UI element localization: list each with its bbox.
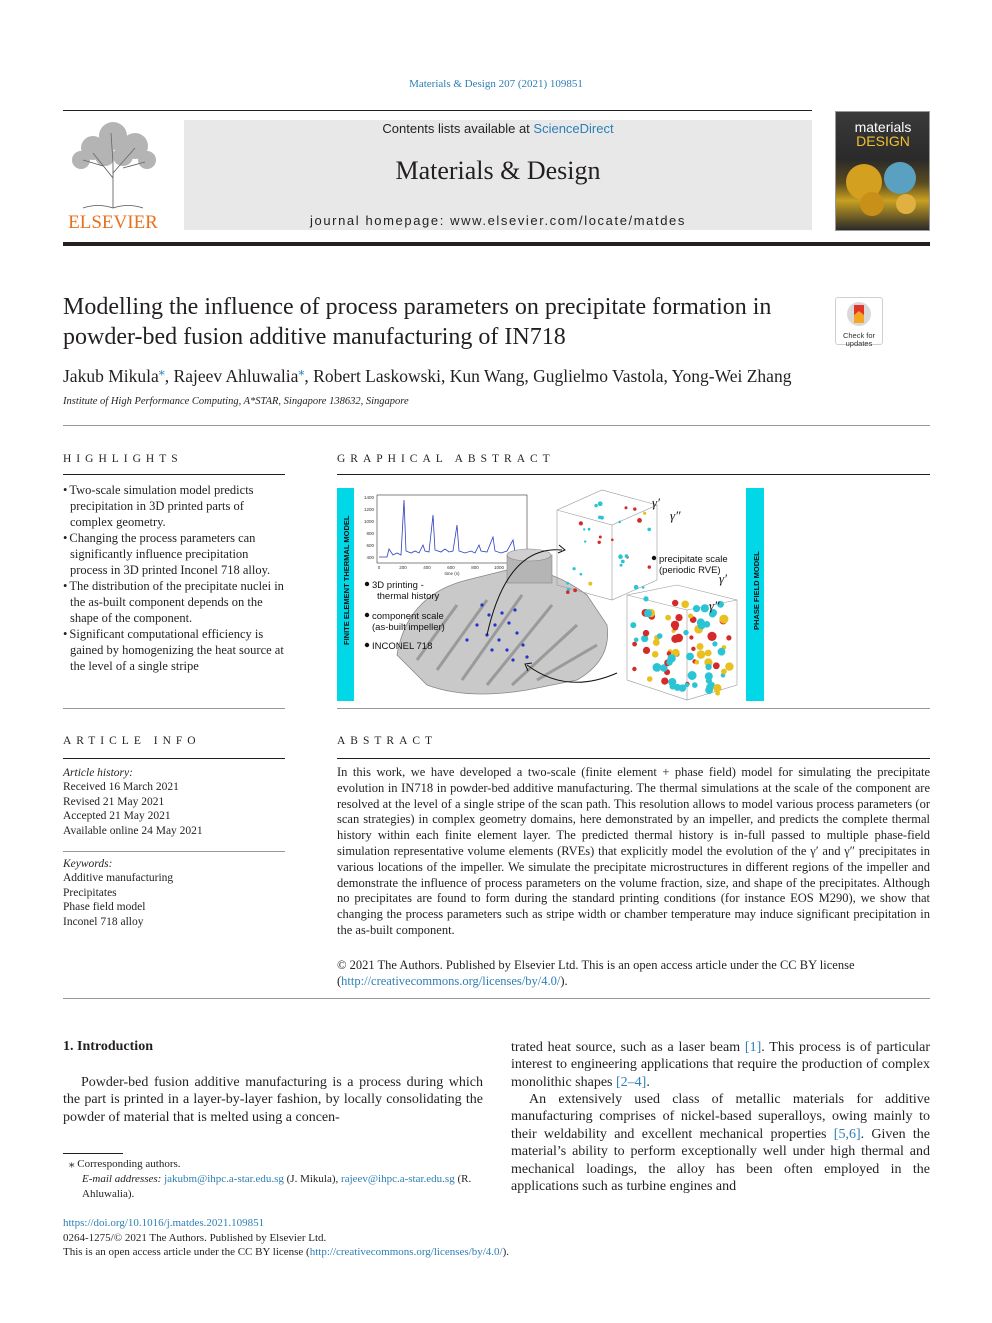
history-divider — [63, 851, 285, 852]
highlights-bottom-rule — [63, 708, 285, 709]
precipitate-particle — [641, 635, 648, 642]
precipitate-particle — [632, 642, 637, 647]
precipitate-particle — [705, 664, 711, 670]
highlight-item: • Two-scale simulation model predicts precipitation in 3D printed parts of complex geometry. — [63, 482, 285, 530]
email-label: E-mail addresses: — [82, 1173, 165, 1185]
intro-right-paragraph-1 — [511, 1039, 930, 1091]
precipitate-particle — [643, 596, 648, 601]
precipitate-particle — [685, 683, 690, 688]
author-name[interactable]: Kun Wang — [449, 365, 525, 386]
email-name-2: (R. Ahluwalia). — [82, 1173, 472, 1200]
title-divider — [63, 425, 930, 426]
highlights-rule — [63, 474, 285, 475]
precipitate-particle — [665, 615, 671, 621]
license-line — [63, 1245, 763, 1260]
footnote-rule — [63, 1153, 123, 1154]
precipitate-particle — [566, 590, 570, 594]
precipitate-particle — [698, 621, 706, 629]
plot-ytick: 1400 — [363, 495, 374, 500]
intro-text-5: . Given the material’s ability to perform exceptionally well under high thermal and mechanical loadings, the alloy has been often employed in the applications such as turbine engines and — [511, 1126, 930, 1195]
email-link-1[interactable]: jakubm@ihpc.a-star.edu.sg — [164, 1173, 284, 1185]
article-info-rule — [63, 758, 285, 759]
precipitate-particle — [661, 678, 668, 685]
license-link[interactable]: http://creativecommons.org/licenses/by/4.0/ — [309, 1246, 503, 1258]
plot-xtick: 400 — [423, 565, 431, 570]
plot-ytick: 800 — [366, 531, 374, 536]
keyword-item: Phase field model — [63, 901, 146, 913]
history-item: Revised 21 May 2021 — [63, 795, 165, 808]
intro-left-paragraph: Powder-bed fusion additive manufacturing is a process during which the part is printed in a layer-by-layer fashion, by locally consolidating the powder of material that is melted using a concen- — [63, 1075, 483, 1125]
precipitate-particle — [630, 622, 636, 628]
precipitate-particle — [713, 662, 720, 669]
author-name[interactable]: Rajeev Ahluwalia — [173, 365, 299, 386]
precipitate-particle — [643, 647, 650, 654]
intro-right-paragraph-2 — [511, 1091, 930, 1195]
rve-cube-dense — [627, 585, 737, 700]
cover-title-2: DESIGN — [856, 133, 910, 149]
precipitate-particle — [712, 641, 717, 646]
precipitate-particle — [600, 516, 604, 520]
abstract-bottom-rule — [63, 998, 930, 999]
precipitate-particle — [667, 654, 675, 662]
gamma-prime-label: γ′ — [652, 495, 660, 510]
license-prefix: This is an open access article under the CC BY license ( — [63, 1246, 310, 1258]
intro-text-3: . — [646, 1074, 650, 1090]
precipitate-particle — [647, 528, 651, 532]
legend-periodic-rve: (periodic RVE) — [659, 565, 721, 576]
citation-link-2[interactable]: [2–4] — [616, 1074, 647, 1090]
precipitate-particle — [566, 582, 569, 585]
corresponding-author-mark[interactable]: ⁎ — [158, 364, 165, 378]
intro-text-4: An extensively used class of metallic materials for additive manufacturing comprises of nickel-based superalloys, owing mainly to their weldability and excellent mechanical properties — [511, 1092, 930, 1142]
precipitate-particle — [625, 554, 629, 558]
citation-link-3[interactable]: [5,6] — [833, 1126, 861, 1142]
precipitate-particle — [713, 684, 721, 692]
history-item: Accepted 21 May 2021 — [63, 810, 171, 822]
cc-license-link[interactable]: http://creativecommons.org/licenses/by/4.0/ — [341, 974, 561, 988]
license-suffix: ). — [502, 1246, 510, 1258]
author-name[interactable]: Jakub Mikula — [63, 365, 159, 386]
precipitate-particle — [644, 609, 652, 617]
contents-line — [184, 121, 812, 136]
email-note — [63, 1172, 483, 1202]
keywords-list — [63, 871, 173, 929]
author-separator: , — [164, 365, 174, 386]
cover-title-1: materials — [854, 119, 912, 135]
email-name-1: (J. Mikula), — [283, 1173, 342, 1185]
gamma-double-prime-label-2: γ″ — [709, 598, 720, 613]
plot-xtick: 0 — [377, 565, 381, 570]
journal-cover — [835, 111, 930, 231]
precipitate-particle — [583, 528, 585, 530]
article-title: Modelling the influence of process parameters on precipitate formation in powder-bed fusion additive manufacturing of IN718 — [63, 294, 772, 350]
precipitate-particle — [643, 512, 646, 515]
precipitate-particle — [688, 614, 693, 619]
plot-xtick: 200 — [399, 565, 407, 570]
graphical-abstract-rule — [337, 474, 930, 475]
precipitate-particle — [671, 635, 679, 643]
precipitate-particle — [692, 682, 698, 688]
precipitate-particle — [618, 521, 621, 524]
history-item: Received 16 March 2021 — [63, 781, 179, 793]
citation-link-1[interactable]: [1] — [744, 1040, 762, 1055]
contents-prefix: Contents lists available at — [382, 121, 534, 136]
crossmark-icon — [846, 301, 872, 327]
keywords-label: Keywords: — [63, 858, 113, 870]
precipitate-particle — [620, 564, 623, 567]
plot-xlabel: time (s) — [444, 571, 460, 576]
doi-link[interactable]: https://doi.org/10.1016/j.matdes.2021.109851 — [63, 1217, 265, 1229]
precipitate-particle — [686, 653, 694, 661]
legend-inconel: INCONEL 718 — [372, 641, 433, 652]
precipitate-particle — [693, 605, 700, 612]
precipitate-particle — [637, 518, 642, 523]
abstract-text: In this work, we have developed a two-scale (finite element + phase field) model for simulating the precipitate evolution in IN718 in powder-bed additive manufacturing. The thermal simulations at the scale of the component are resolved at the level of a single stripe of the scan path. This resolution allows to model various process parameters (or scan strategies) in complex geometry domains, here demonstrated by an impeller, and predicts the complete thermal history within each finite element layer. The predicted thermal history is in-full passed to multiple phase-field simulation representative volume elements (RVEs) that explicitly model the evolution of the γ′ and γ″ precipitates in various locations of the impeller. We simulate the precipitate microstructures in different regions of the impeller and demonstrate the influence of process parameters on the volume fraction, size, and shape of the precipitates. Although no precipitates are found to form during the standard printing conditions (for instance EOS M290), we show that changing the process parameters such as stripe width or chamber temperature may induce significant precipitation in the as-built component. — [337, 765, 930, 937]
phase-field-bar-label: PHASE FIELD MODEL — [752, 551, 761, 630]
precipitate-particle — [683, 630, 688, 635]
highlights-list — [63, 482, 285, 674]
author-separator: , — [663, 365, 672, 386]
precipitate-particle — [598, 501, 603, 506]
copyright-prefix: © 2021 The Authors. Published by Elsevier Ltd. This is an open access article under the CC BY license ( — [337, 958, 855, 988]
issn-line: 0264-1275/© 2021 The Authors. Published by Elsevier Ltd. — [63, 1231, 327, 1244]
crossmark-label-1: Check for — [842, 331, 876, 340]
intro-text-1: trated heat source, such as a laser beam — [511, 1040, 745, 1055]
author-list — [63, 364, 930, 387]
journal-reference[interactable]: Materials & Design 207 (2021) 109851 — [409, 78, 583, 90]
author-name[interactable]: Robert Laskowski — [313, 365, 442, 386]
journal-homepage[interactable]: journal homepage: www.elsevier.com/locate/matdes — [310, 213, 686, 228]
precipitate-particle — [573, 588, 577, 592]
keyword-item: Inconel 718 alloy — [63, 915, 144, 928]
graphical-abstract-figure — [337, 485, 930, 703]
precipitate-particle — [573, 567, 576, 570]
rve-cube-sparse — [557, 490, 657, 600]
author-name[interactable]: Guglielmo Vastola — [533, 365, 664, 386]
precipitate-particle — [675, 614, 682, 621]
author-separator: , — [524, 365, 534, 386]
precipitate-particle — [718, 648, 726, 656]
precipitate-particle — [721, 669, 727, 675]
history-list — [63, 780, 203, 838]
precipitate-particle — [705, 650, 712, 657]
author-name[interactable]: Yong-Wei Zhang — [671, 365, 792, 386]
gamma-prime-label-2: γ′ — [719, 571, 727, 586]
precipitate-particle — [588, 528, 591, 531]
precipitate-particle — [648, 565, 651, 568]
precipitate-particle — [701, 604, 709, 612]
precipitate-particle — [584, 540, 586, 542]
plot-xtick: 1000 — [493, 565, 505, 570]
precipitate-particle — [672, 600, 678, 606]
abstract-heading: ABSTRACT — [337, 735, 438, 747]
precipitate-particle — [598, 541, 601, 544]
precipitate-particle — [634, 638, 639, 643]
plot-xtick: 800 — [471, 565, 479, 570]
affiliation: Institute of High Performance Computing, A*STAR, Singapore 138632, Singapore — [63, 396, 409, 407]
precipitate-particle — [580, 573, 583, 576]
legend-precipitate-scale: precipitate scale — [659, 554, 728, 565]
check-for-updates-badge[interactable] — [835, 297, 883, 348]
precipitate-particle — [633, 507, 636, 510]
graphical-abstract-bottom-rule — [337, 708, 930, 709]
keyword-item: Precipitates — [63, 886, 117, 899]
precipitate-particle — [725, 662, 733, 670]
thermal-history-plot — [364, 495, 529, 576]
footnotes — [63, 1157, 483, 1202]
precipitate-particle — [653, 663, 662, 672]
introduction-heading: 1. Introduction — [63, 1039, 153, 1054]
precipitate-particle — [634, 585, 639, 590]
plot-ytick: 1000 — [363, 519, 374, 524]
precipitate-particle — [697, 643, 704, 650]
precipitate-particle — [697, 650, 706, 659]
header-rule — [63, 110, 812, 111]
precipitate-particle — [689, 635, 693, 639]
precipitate-particle — [643, 630, 649, 636]
page-footer — [63, 1216, 763, 1260]
elsevier-wordmark: ELSEVIER — [68, 212, 158, 232]
precipitate-particle — [695, 660, 700, 665]
highlight-item: • Significant computational efficiency is gained by homogenizing the heat source at the level of a single stripe — [63, 626, 285, 674]
corresponding-author-mark[interactable]: ⁎ — [298, 364, 305, 378]
precipitate-particle — [681, 601, 689, 609]
email-link-2[interactable]: rajeev@ihpc.a-star.edu.sg — [341, 1173, 455, 1185]
article-info-heading: ARTICLE INFO — [63, 735, 201, 747]
precipitate-particle — [719, 615, 728, 624]
precipitate-particle — [611, 539, 614, 542]
precipitate-particle — [672, 625, 678, 631]
graphical-abstract-svg — [337, 485, 930, 703]
corresponding-note: ⁎ Corresponding authors. — [69, 1158, 181, 1170]
abstract-rule — [337, 758, 930, 759]
precipitate-particle — [707, 632, 716, 641]
legend-3d-printing: 3D printing - — [372, 580, 424, 591]
precipitate-particle — [705, 686, 713, 694]
abstract-copyright — [337, 957, 930, 989]
plot-ytick: 1200 — [363, 507, 374, 512]
precipitate-particle — [706, 678, 712, 684]
plot-ytick: 600 — [366, 543, 374, 548]
precipitate-particle — [642, 586, 645, 589]
header-thick-rule — [63, 242, 930, 246]
highlight-item: • Changing the process parameters can significantly influence precipitation process in 3D printed Inconel 718 alloy. — [63, 530, 285, 578]
author-separator: , — [304, 365, 314, 386]
author-separator: , — [441, 365, 450, 386]
elsevier-logo — [63, 118, 163, 232]
elsevier-tree-icon — [63, 118, 163, 232]
precipitate-particle — [688, 671, 697, 680]
plot-xtick: 600 — [447, 565, 455, 570]
precipitate-particle — [632, 667, 636, 671]
precipitate-particle — [647, 676, 653, 682]
precipitate-particle — [652, 651, 659, 658]
legend-thermal-history: thermal history — [377, 591, 440, 602]
precipitate-particle — [691, 647, 695, 651]
precipitate-particle — [657, 633, 663, 639]
precipitate-particle — [625, 506, 628, 509]
gamma-double-prime-label: γ″ — [670, 508, 681, 523]
precipitate-particle — [594, 504, 597, 507]
keyword-item: Additive manufacturing — [63, 872, 174, 884]
precipitate-particle — [599, 536, 602, 539]
crossmark-label-2: updates — [845, 339, 873, 348]
history-item: Available online 24 May 2021 — [63, 824, 203, 837]
copyright-suffix: ). — [560, 974, 568, 988]
legend-as-built: (as-built impeller) — [372, 622, 445, 633]
precipitate-particle — [579, 521, 583, 525]
intro-text-2: . This process is of particular interest to engineering applications that require the production of complex monolithic shapes — [511, 1040, 930, 1090]
history-label: Article history: — [63, 767, 133, 779]
precipitate-particle — [588, 582, 592, 586]
fe-model-bar-label: FINITE ELEMENT THERMAL MODEL — [342, 515, 351, 645]
precipitate-particle — [726, 635, 731, 640]
cover-art — [836, 112, 930, 231]
highlights-heading: HIGHLIGHTS — [63, 453, 183, 465]
precipitate-particle — [618, 554, 623, 559]
precipitate-particle — [621, 560, 625, 564]
plot-ytick: 400 — [366, 555, 374, 560]
graphical-abstract-heading: GRAPHICAL ABSTRACT — [337, 453, 555, 465]
sciencedirect-link[interactable]: ScienceDirect — [533, 121, 614, 136]
highlight-item: • The distribution of the precipitate nuclei in the as-built component depends on the shape of the component. — [63, 578, 285, 626]
journal-title: Materials & Design — [395, 156, 601, 185]
legend-component-scale: component scale — [372, 611, 444, 622]
